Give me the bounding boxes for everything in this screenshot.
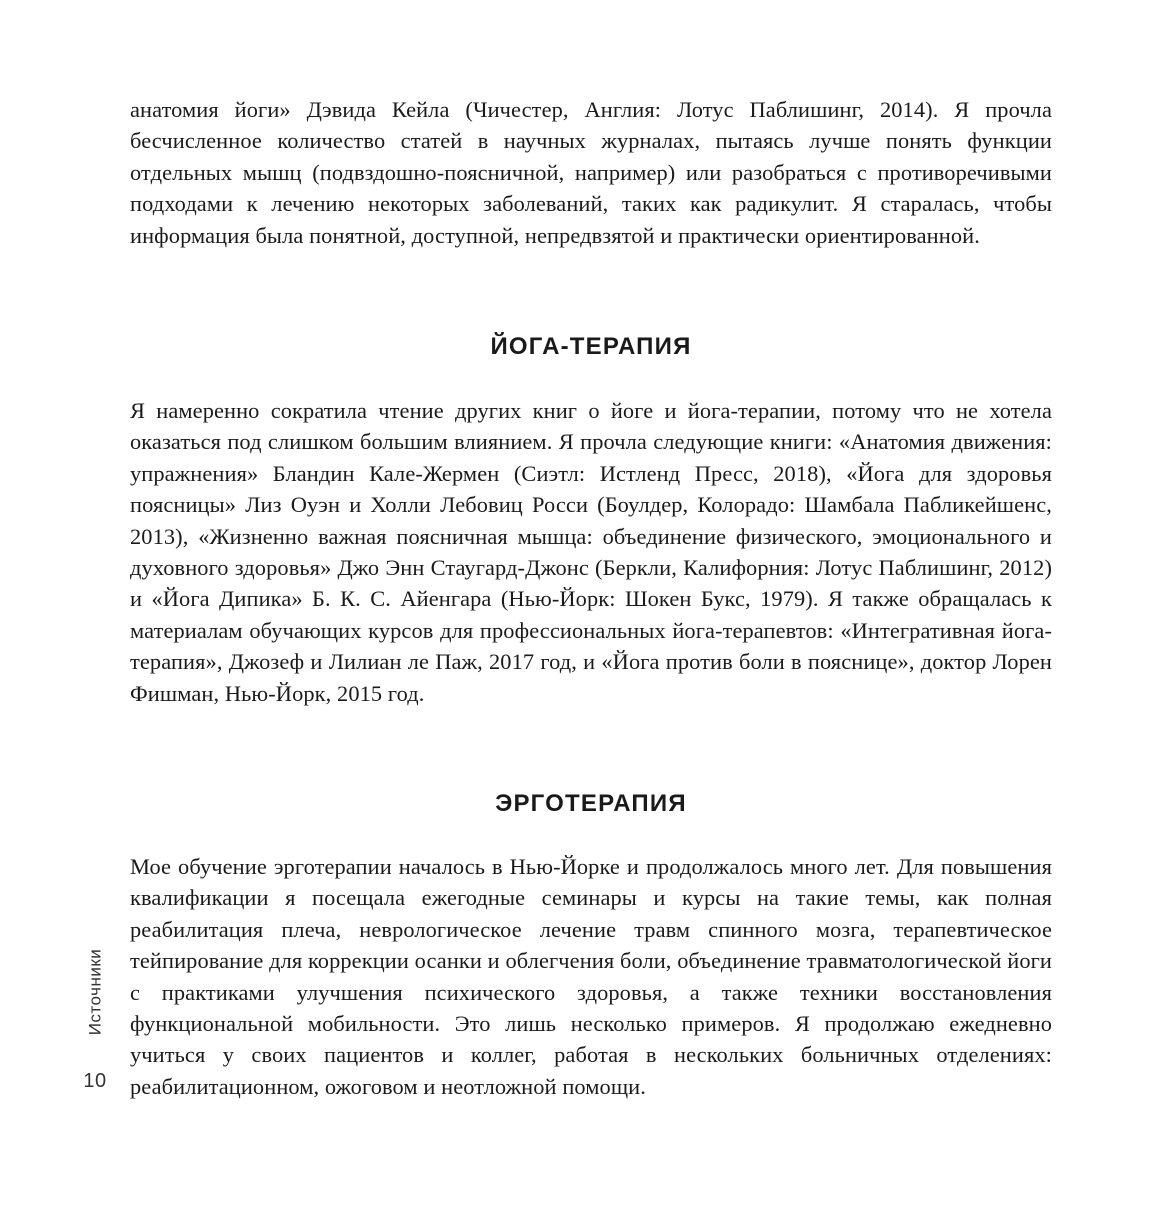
section-heading-ergotherapy: ЭРГОТЕРАПИЯ [495, 790, 687, 817]
section-label-text: Источники [85, 948, 105, 1036]
running-section-label [80, 940, 110, 1044]
intro-paragraph: анатомия йоги» Дэвида Кейла (Чичестер, Англия: Лотус Паблишинг, 2014). Я прочла бесчисленное количество статей в научных журналах, пытаясь лучше понять функции отдельных мышц (подвздошно-поясничной, например) или разобраться с противоречивыми подходами к лечению некоторых заболеваний, таких как радикулит. Я старалась, чтобы информация была понятной, доступной, непредвзятой и практически ориентированной. [130, 97, 1052, 248]
yoga-therapy-paragraph: Я намеренно сократила чтение других книг о йоге и йога-терапии, потому что не хотела оказаться под слишком большим влиянием. Я прочла следующие книги: «Анатомия движения: упражнения» Бландин Кале-Жермен (Сиэтл: Истленд Пресс, 2018), «Йога для здоровья поясницы» Лиз Оуэн и Холли Лебовиц Росси (Боулдер, Колорадо: Шамбала Пабликейшенс, 2013), «Жизненно важная поясничная мышца: объединение физического, эмоционального и духовного здоровья» Джо Энн Стаугард-Джонс (Беркли, Калифорния: Лотус Паблишинг, 2012) и «Йога Дипика» Б. К. С. Айенгара (Нью-Йорк: Шокен Букс, 1979). Я также обращалась к материалам обучающих курсов для профессиональных йога-терапевтов: «Интегративная йога-терапия», Джозеф и Лилиан ле Паж, 2017 год, и «Йога против боли в пояснице», доктор Лорен Фишман, Нью-Йорк, 2015 год. [130, 398, 1052, 706]
page-number: 10 [83, 1070, 107, 1092]
ergotherapy-paragraph: Мое обучение эрготерапии началось в Нью-Йорке и продолжалось много лет. Для повышения квалификации я посещала ежегодные семинары и курсы на такие темы, как полная реабилитация плеча, неврологическое лечение травм спинного мозга, терапевтическое тейпирование для коррекции осанки и облегчения боли, объединение травматологической йоги с практиками улучшения психического здоровья, а также техники восстановления функциональной мобильности. Это лишь несколько примеров. Я продолжаю ежедневно учиться у своих пациентов и коллег, работая в нескольких больничных отделениях: реабилитационном, ожоговом и неотложной помощи. [130, 854, 1052, 1099]
section-heading-yoga-therapy: ЙОГА-ТЕРАПИЯ [490, 333, 692, 360]
